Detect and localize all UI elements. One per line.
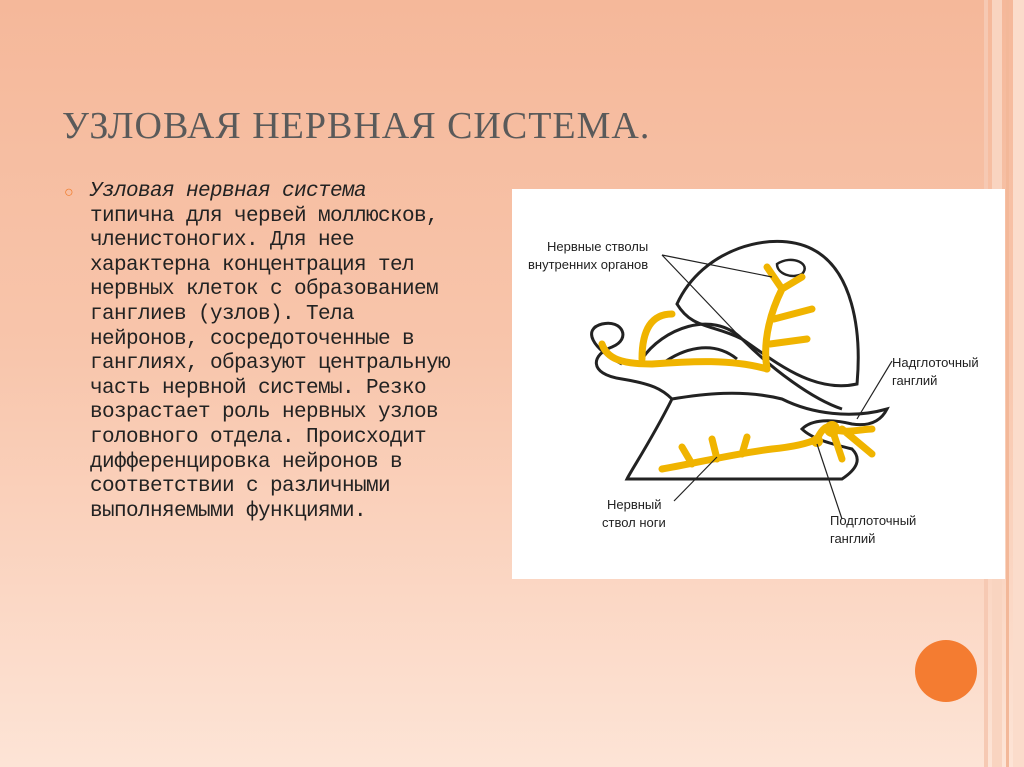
body-italic-term: Узловая нервная система	[90, 180, 367, 203]
label-supra-2: ганглий	[892, 373, 938, 388]
slide-title: УЗЛОВАЯ НЕРВНАЯ СИСТЕМА.	[62, 105, 651, 147]
label-foot-2: ствол ноги	[602, 515, 666, 530]
label-supra-1: Надглоточный	[892, 355, 979, 370]
label-trunks-2: внутренних органов	[528, 257, 649, 272]
accent-circle	[915, 640, 977, 702]
body-rest-text: типична для червей моллюсков, членистоногих. Для нее характерна концентрация тел нервных клеток с образованием ганглиев (узлов). Тела нейронов, сосредоточенные в ганглиях, образуют центральную часть нервной системы. Резко возрастает роль нервных узлов головного отдела. Происходит дифференцировка нейронов в соответствии с различными выполняемыми функциями.	[90, 204, 451, 523]
label-foot-1: Нервный	[607, 497, 662, 512]
head-outline	[777, 260, 805, 276]
label-sub-1: Подглоточный	[830, 513, 917, 528]
label-trunks-1: Нервные стволы	[547, 239, 649, 254]
label-sub-2: ганглий	[830, 531, 876, 546]
bullet-icon: ○	[64, 184, 74, 201]
body-paragraph	[90, 180, 460, 524]
snail-diagram	[512, 189, 1005, 579]
supraesophageal-ganglion	[824, 421, 840, 437]
nerve-network	[602, 267, 872, 469]
snail-nervous-system-figure	[512, 189, 1005, 579]
